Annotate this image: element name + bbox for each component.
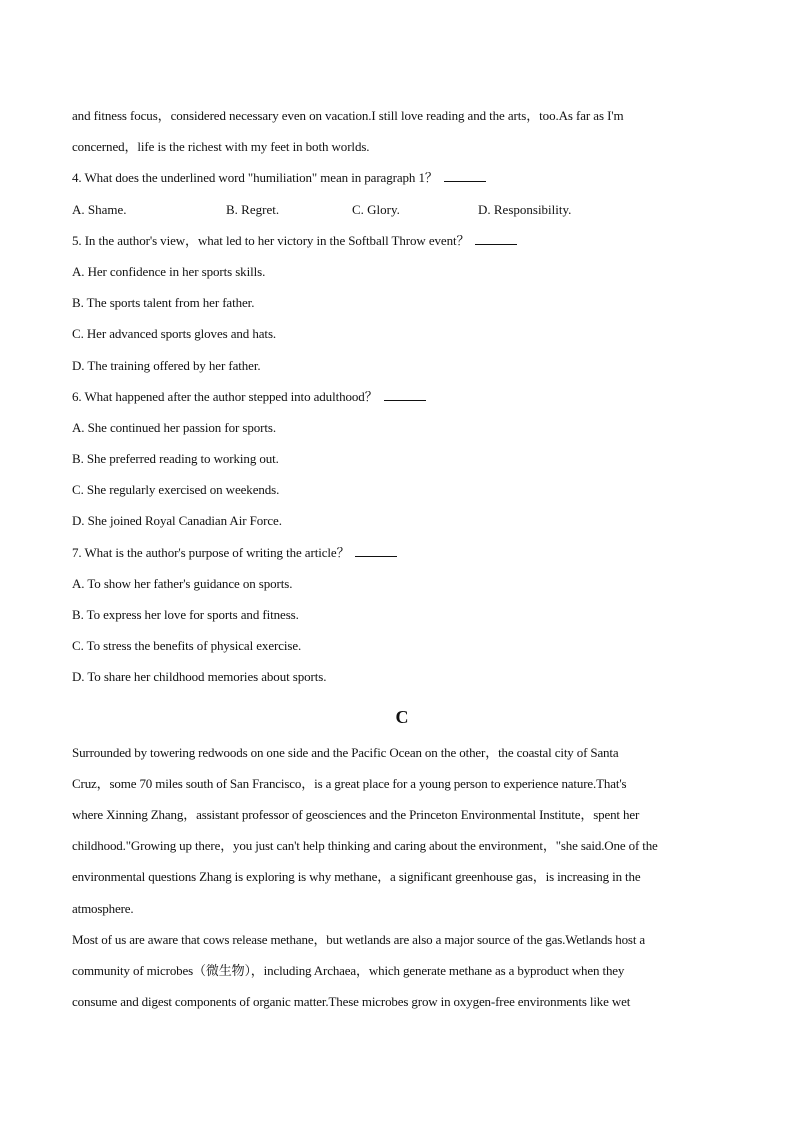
answer-blank[interactable]	[355, 544, 397, 557]
question-7-text: 7. What is the author's purpose of writing the article？	[72, 544, 350, 560]
answer-blank[interactable]	[384, 388, 426, 401]
paragraph-line: community of microbes（微生物），including Archaea，which generate methane as a byproduct when they	[72, 962, 625, 978]
continued-text-line-1: and fitness focus，considered necessary even on vacation.I still love reading and the arts，too.As far as I'm	[72, 108, 624, 123]
answer-blank[interactable]	[444, 169, 486, 182]
paragraph-line: atmosphere.	[72, 900, 134, 916]
option-b[interactable]: B. She preferred reading to working out.	[72, 451, 279, 467]
option-c[interactable]: C. Her advanced sports gloves and hats.	[72, 326, 277, 342]
option-d[interactable]: D. She joined Royal Canadian Air Force.	[72, 513, 282, 529]
continued-text-line-2: concerned，life is the richest with my feet in both worlds.	[72, 139, 370, 155]
question-6-stem	[72, 381, 732, 412]
paragraph-line: Surrounded by towering redwoods on one side and the Pacific Ocean on the other，the coastal city of Santa	[72, 744, 619, 760]
question-6-text: 6. What happened after the author stepped into adulthood？	[72, 388, 378, 404]
section-c-title: C	[395, 706, 409, 727]
answer-blank[interactable]	[475, 232, 517, 245]
option-c[interactable]: C. To stress the benefits of physical exercise.	[72, 638, 302, 654]
paragraph-line: environmental questions Zhang is exploring is why methane，a significant greenhouse gas，is increasing in the	[72, 869, 641, 885]
section-c-paragraph-2	[72, 924, 732, 1018]
option-a[interactable]: A. Her confidence in her sports skills.	[72, 263, 266, 279]
paragraph-line: Most of us are aware that cows release methane，but wetlands are also a major source of the gas.Wetlands host a	[72, 931, 646, 947]
section-c-paragraph-1	[72, 737, 732, 924]
option-a[interactable]: A. Shame.	[72, 201, 127, 217]
document-content	[72, 100, 732, 1017]
option-b[interactable]: B. Regret.	[226, 201, 280, 217]
question-7-stem	[72, 537, 732, 568]
paragraph-line: Cruz，some 70 miles south of San Francisco，is a great place for a young person to experience nature.That's	[72, 775, 627, 791]
option-b[interactable]: B. To express her love for sports and fitness.	[72, 607, 299, 622]
question-5-text: 5. In the author's view，what led to her victory in the Softball Throw event？	[72, 232, 470, 248]
option-b[interactable]: B. The sports talent from her father.	[72, 295, 255, 311]
option-d[interactable]: D. The training offered by her father.	[72, 357, 261, 373]
option-c[interactable]: C. Glory.	[352, 201, 400, 217]
question-4-options	[72, 194, 732, 225]
option-d[interactable]: D. Responsibility.	[478, 201, 572, 217]
option-d[interactable]: D. To share her childhood memories about sports.	[72, 669, 327, 685]
question-4-text: 4. What does the underlined word "humiliation" mean in paragraph 1？	[72, 170, 438, 186]
option-a[interactable]: A. To show her father's guidance on sports.	[72, 575, 293, 591]
paragraph-line: childhood."Growing up there，you just can't help thinking and caring about the environment，"she said.One of the	[72, 838, 658, 854]
question-5-stem	[72, 225, 732, 256]
option-c[interactable]: C. She regularly exercised on weekends.	[72, 482, 280, 498]
question-4-stem	[72, 162, 732, 193]
paragraph-line: consume and digest components of organic matter.These microbes grow in oxygen-free environments like wet	[72, 994, 631, 1010]
paragraph-line: where Xinning Zhang，assistant professor of geosciences and the Princeton Environmental Institute，spent her	[72, 806, 640, 822]
option-a[interactable]: A. She continued her passion for sports.	[72, 419, 276, 435]
